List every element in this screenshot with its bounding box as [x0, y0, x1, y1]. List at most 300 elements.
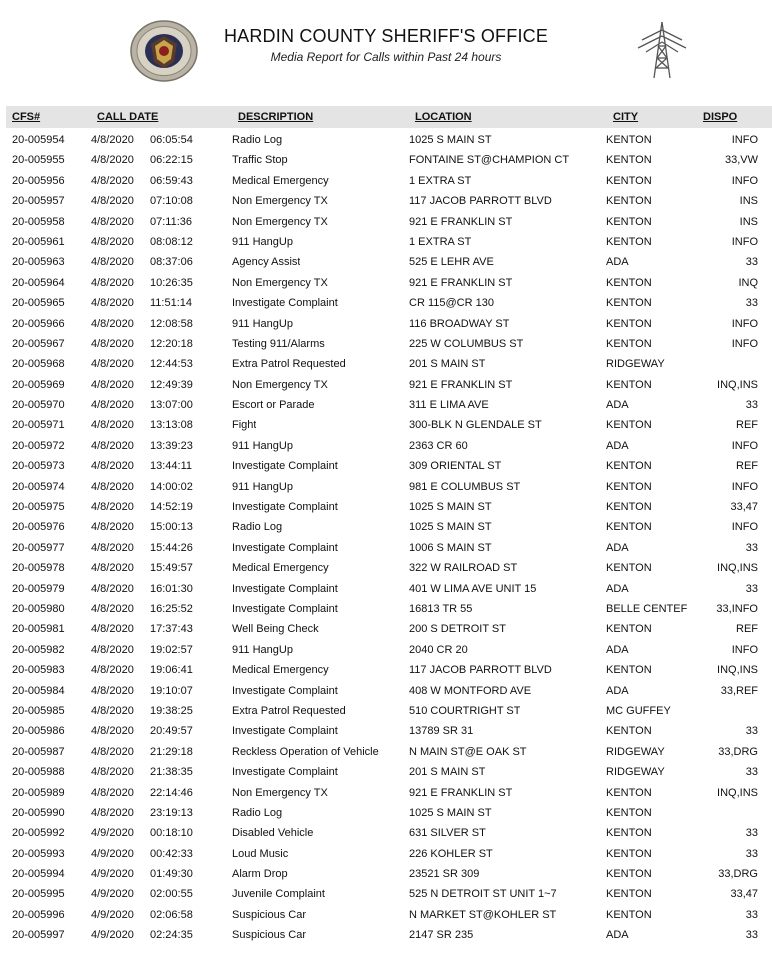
- cell-call-time: 13:39:23: [150, 439, 193, 452]
- cell-location: 921 E FRANKLIN ST: [409, 276, 513, 289]
- report-title: HARDIN COUNTY SHERIFF'S OFFICE: [223, 26, 549, 46]
- table-row: [0, 721, 772, 741]
- cell-description: Investigate Complaint: [232, 766, 338, 779]
- cell-location: 2040 CR 20: [409, 643, 468, 656]
- cell-call-date: 4/8/2020: [91, 174, 134, 187]
- cell-dispo: REF: [736, 419, 758, 432]
- cell-cfs: 20-005987: [12, 745, 65, 758]
- cell-location: 631 SILVER ST: [409, 827, 486, 840]
- cell-dispo: INFO: [731, 235, 758, 248]
- table-row: [0, 436, 772, 456]
- cell-call-date: 4/9/2020: [91, 929, 134, 942]
- cell-call-time: 13:44:11: [150, 460, 193, 473]
- cell-call-time: 00:18:10: [150, 827, 193, 840]
- cell-description: Fight: [232, 419, 257, 432]
- cell-city: KENTON: [606, 154, 652, 167]
- cell-location: 2147 SR 235: [409, 929, 474, 942]
- table-header: [6, 106, 772, 128]
- cell-dispo: 33: [745, 908, 758, 921]
- table-row: [0, 334, 772, 354]
- cell-location: 117 JACOB PARROTT BLVD: [409, 195, 552, 208]
- cell-cfs: 20-005983: [12, 664, 65, 677]
- cell-dispo: INQ,INS: [717, 664, 758, 677]
- table-row: [0, 252, 772, 272]
- cell-city: KENTON: [606, 297, 652, 310]
- cell-description: 911 HangUp: [232, 235, 293, 248]
- cell-description: Suspicious Car: [232, 908, 306, 921]
- cell-city: MC GUFFEY: [606, 704, 671, 717]
- cell-cfs: 20-005976: [12, 521, 65, 534]
- table-row: [0, 375, 772, 395]
- cell-call-time: 19:02:57: [150, 643, 193, 656]
- cell-dispo: 33,47: [730, 501, 758, 514]
- cell-location: 921 E FRANKLIN ST: [409, 215, 513, 228]
- cell-call-date: 4/8/2020: [91, 806, 134, 819]
- table-row: [0, 497, 772, 517]
- cell-cfs: 20-005980: [12, 602, 65, 615]
- cell-city: KENTON: [606, 888, 652, 901]
- cell-city: KENTON: [606, 195, 652, 208]
- cell-location: 225 W COLUMBUS ST: [409, 337, 524, 350]
- cell-call-time: 19:38:25: [150, 704, 193, 717]
- cell-cfs: 20-005996: [12, 908, 65, 921]
- cell-call-date: 4/8/2020: [91, 623, 134, 636]
- cell-call-date: 4/8/2020: [91, 317, 134, 330]
- cell-description: 911 HangUp: [232, 480, 293, 493]
- cell-description: Testing 911/Alarms: [232, 337, 325, 350]
- cell-location: 200 S DETROIT ST: [409, 623, 506, 636]
- cell-dispo: 33: [745, 297, 758, 310]
- cell-cfs: 20-005955: [12, 154, 65, 167]
- cell-city: KENTON: [606, 664, 652, 677]
- cell-location: 921 E FRANKLIN ST: [409, 378, 513, 391]
- cell-dispo: INFO: [731, 134, 758, 146]
- cell-dispo: REF: [736, 623, 758, 636]
- cell-description: 911 HangUp: [232, 643, 293, 656]
- cell-city: ADA: [606, 439, 629, 452]
- cell-description: Investigate Complaint: [232, 602, 338, 615]
- cell-call-date: 4/8/2020: [91, 602, 134, 615]
- table-row: [0, 823, 772, 843]
- table-row: [0, 232, 772, 252]
- cell-call-date: 4/8/2020: [91, 684, 134, 697]
- cell-call-date: 4/8/2020: [91, 501, 134, 514]
- cell-call-time: 08:08:12: [150, 235, 193, 248]
- cell-call-date: 4/8/2020: [91, 276, 134, 289]
- cell-call-date: 4/8/2020: [91, 786, 134, 799]
- cell-description: Well Being Check: [232, 623, 319, 636]
- cell-cfs: 20-005981: [12, 623, 65, 636]
- cell-dispo: REF: [736, 460, 758, 473]
- cell-description: Non Emergency TX: [232, 786, 328, 799]
- table-row: [0, 171, 772, 191]
- cell-call-date: 4/8/2020: [91, 480, 134, 493]
- cell-dispo: 33: [745, 256, 758, 269]
- cell-cfs: 20-005977: [12, 541, 65, 554]
- cell-location: 1025 S MAIN ST: [409, 806, 492, 819]
- cell-cfs: 20-005974: [12, 480, 65, 493]
- cell-cfs: 20-005984: [12, 684, 65, 697]
- column-header-city: CITY: [613, 111, 639, 123]
- cell-location: 408 W MONTFORD AVE: [409, 684, 532, 697]
- cell-call-time: 12:08:58: [150, 317, 193, 330]
- cell-cfs: 20-005973: [12, 460, 65, 473]
- cell-cfs: 20-005979: [12, 582, 65, 595]
- cell-call-time: 12:20:18: [150, 337, 193, 350]
- cell-city: ADA: [606, 643, 629, 656]
- cell-call-time: 02:06:58: [150, 908, 193, 921]
- cell-description: Reckless Operation of Vehicle: [232, 745, 379, 758]
- cell-dispo: 33: [745, 582, 758, 595]
- cell-city: KENTON: [606, 847, 652, 860]
- cell-description: Non Emergency TX: [232, 215, 328, 228]
- cell-cfs: 20-005964: [12, 276, 65, 289]
- cell-call-time: 23:19:13: [150, 806, 193, 819]
- cell-cfs: 20-005954: [12, 134, 65, 146]
- cell-cfs: 20-005958: [12, 215, 65, 228]
- cell-description: Non Emergency TX: [232, 276, 328, 289]
- cell-location: 1025 S MAIN ST: [409, 134, 492, 146]
- cell-call-time: 19:10:07: [150, 684, 193, 697]
- cell-call-date: 4/9/2020: [91, 868, 134, 881]
- cell-call-date: 4/9/2020: [91, 847, 134, 860]
- cell-city: KENTON: [606, 378, 652, 391]
- table-row: [0, 477, 772, 497]
- cell-location: 201 S MAIN ST: [409, 766, 486, 779]
- cell-call-date: 4/8/2020: [91, 235, 134, 248]
- cell-cfs: 20-005969: [12, 378, 65, 391]
- report-header: [0, 0, 772, 100]
- cell-cfs: 20-005961: [12, 235, 65, 248]
- cell-city: RIDGEWAY: [606, 766, 665, 779]
- cell-call-date: 4/8/2020: [91, 358, 134, 371]
- cell-dispo: INFO: [731, 480, 758, 493]
- cell-location: 401 W LIMA AVE UNIT 15: [409, 582, 537, 595]
- cell-cfs: 20-005988: [12, 766, 65, 779]
- cell-cfs: 20-005971: [12, 419, 65, 432]
- cell-city: KENTON: [606, 725, 652, 738]
- cell-description: Suspicious Car: [232, 929, 306, 942]
- cell-call-time: 01:49:30: [150, 868, 193, 881]
- cell-description: Traffic Stop: [232, 154, 288, 167]
- cell-description: Investigate Complaint: [232, 541, 338, 554]
- cell-call-date: 4/9/2020: [91, 908, 134, 921]
- table-row: [0, 660, 772, 680]
- cell-city: KENTON: [606, 562, 652, 575]
- cell-city: KENTON: [606, 276, 652, 289]
- cell-cfs: 20-005993: [12, 847, 65, 860]
- cell-location: 525 E LEHR AVE: [409, 256, 494, 269]
- cell-description: Alarm Drop: [232, 868, 288, 881]
- table-row: [0, 925, 772, 945]
- cell-dispo: 33: [745, 847, 758, 860]
- cell-location: N MAIN ST@E OAK ST: [409, 745, 527, 758]
- cell-cfs: 20-005956: [12, 174, 65, 187]
- cell-call-date: 4/8/2020: [91, 562, 134, 575]
- cell-city: KENTON: [606, 521, 652, 534]
- cell-dispo: INFO: [731, 439, 758, 452]
- cell-cfs: 20-005994: [12, 868, 65, 881]
- cell-description: Investigate Complaint: [232, 725, 338, 738]
- cell-dispo: 33,INFO: [716, 602, 758, 615]
- cell-city: ADA: [606, 929, 629, 942]
- table-row: [0, 517, 772, 537]
- cell-city: KENTON: [606, 419, 652, 432]
- cell-dispo: 33: [745, 541, 758, 554]
- cell-cfs: 20-005982: [12, 643, 65, 656]
- cell-dispo: 33,DRG: [718, 868, 758, 881]
- cell-location: 309 ORIENTAL ST: [409, 460, 502, 473]
- cell-location: 300-BLK N GLENDALE ST: [409, 419, 542, 432]
- cell-call-time: 02:00:55: [150, 888, 193, 901]
- cell-location: 13789 SR 31: [409, 725, 474, 738]
- cell-cfs: 20-005978: [12, 562, 65, 575]
- cell-call-date: 4/8/2020: [91, 643, 134, 656]
- cell-city: BELLE CENTEF: [606, 602, 688, 615]
- cell-location: CR 115@CR 130: [409, 297, 494, 310]
- cell-location: 1 EXTRA ST: [409, 235, 472, 248]
- cell-city: KENTON: [606, 908, 652, 921]
- cell-call-time: 06:22:15: [150, 154, 193, 167]
- cell-description: Non Emergency TX: [232, 195, 328, 208]
- cell-dispo: INQ,INS: [717, 786, 758, 799]
- calls-table-body: [0, 130, 772, 946]
- cell-city: KENTON: [606, 460, 652, 473]
- cell-location: 23521 SR 309: [409, 868, 480, 881]
- cell-call-time: 14:52:19: [150, 501, 193, 514]
- cell-cfs: 20-005995: [12, 888, 65, 901]
- cell-description: Radio Log: [232, 521, 283, 534]
- cell-dispo: 33,VW: [724, 154, 758, 167]
- table-row: [0, 864, 772, 884]
- cell-location: 1006 S MAIN ST: [409, 541, 492, 554]
- cell-dispo: INS: [739, 195, 758, 208]
- cell-description: Investigate Complaint: [232, 501, 338, 514]
- cell-city: KENTON: [606, 623, 652, 636]
- cell-dispo: INFO: [731, 174, 758, 187]
- cell-city: KENTON: [606, 786, 652, 799]
- cell-location: 981 E COLUMBUS ST: [409, 480, 521, 493]
- cell-call-time: 21:29:18: [150, 745, 193, 758]
- cell-call-date: 4/8/2020: [91, 378, 134, 391]
- table-row: [0, 130, 772, 150]
- table-row: [0, 599, 772, 619]
- cell-description: Medical Emergency: [232, 174, 329, 187]
- cell-cfs: 20-005990: [12, 806, 65, 819]
- cell-call-time: 06:59:43: [150, 174, 193, 187]
- cell-description: 911 HangUp: [232, 317, 293, 330]
- cell-location: 525 N DETROIT ST UNIT 1~7: [409, 888, 557, 901]
- cell-dispo: INQ,INS: [717, 378, 758, 391]
- table-row: [0, 742, 772, 762]
- cell-call-date: 4/8/2020: [91, 134, 134, 146]
- column-header-location: LOCATION: [415, 111, 472, 123]
- cell-description: Investigate Complaint: [232, 297, 338, 310]
- table-row: [0, 884, 772, 904]
- cell-call-date: 4/8/2020: [91, 195, 134, 208]
- table-row: [0, 640, 772, 660]
- cell-call-date: 4/8/2020: [91, 460, 134, 473]
- cell-location: 1025 S MAIN ST: [409, 521, 492, 534]
- table-row: [0, 354, 772, 374]
- table-row: [0, 762, 772, 782]
- cell-description: Investigate Complaint: [232, 582, 338, 595]
- cell-call-time: 21:38:35: [150, 766, 193, 779]
- cell-city: KENTON: [606, 868, 652, 881]
- cell-cfs: 20-005975: [12, 501, 65, 514]
- cell-call-time: 15:44:26: [150, 541, 193, 554]
- cell-cfs: 20-005963: [12, 256, 65, 269]
- column-header-description: DESCRIPTION: [238, 111, 314, 123]
- table-row: [0, 415, 772, 435]
- cell-call-time: 14:00:02: [150, 480, 193, 493]
- cell-dispo: 33,DRG: [718, 745, 758, 758]
- cell-call-date: 4/8/2020: [91, 439, 134, 452]
- cell-cfs: 20-005968: [12, 358, 65, 371]
- cell-cfs: 20-005966: [12, 317, 65, 330]
- cell-description: Radio Log: [232, 134, 283, 146]
- cell-call-date: 4/8/2020: [91, 419, 134, 432]
- cell-location: 226 KOHLER ST: [409, 847, 493, 860]
- cell-location: 116 BROADWAY ST: [409, 317, 510, 330]
- cell-description: Extra Patrol Requested: [232, 704, 346, 717]
- cell-call-date: 4/8/2020: [91, 215, 134, 228]
- cell-city: KENTON: [606, 337, 652, 350]
- cell-call-time: 19:06:41: [150, 664, 193, 677]
- cell-city: ADA: [606, 399, 629, 412]
- cell-dispo: 33: [745, 399, 758, 412]
- cell-cfs: 20-005965: [12, 297, 65, 310]
- cell-description: Radio Log: [232, 806, 283, 819]
- table-row: [0, 905, 772, 925]
- cell-call-date: 4/8/2020: [91, 521, 134, 534]
- cell-location: 16813 TR 55: [409, 602, 473, 615]
- cell-call-time: 13:13:08: [150, 419, 193, 432]
- cell-city: KENTON: [606, 480, 652, 493]
- table-row: [0, 191, 772, 211]
- table-row: [0, 803, 772, 823]
- cell-cfs: 20-005970: [12, 399, 65, 412]
- cell-call-date: 4/8/2020: [91, 337, 134, 350]
- column-header-cfs: CFS#: [12, 111, 41, 123]
- cell-call-time: 20:49:57: [150, 725, 193, 738]
- cell-dispo: 33: [745, 827, 758, 840]
- cell-location: 311 E LIMA AVE: [409, 399, 489, 412]
- cell-location: 510 COURTRIGHT ST: [409, 704, 521, 717]
- cell-dispo: INQ: [738, 276, 758, 289]
- cell-call-time: 02:24:35: [150, 929, 193, 942]
- table-row: [0, 395, 772, 415]
- cell-location: 2363 CR 60: [409, 439, 468, 452]
- cell-description: Medical Emergency: [232, 562, 329, 575]
- cell-city: ADA: [606, 684, 629, 697]
- cell-call-time: 22:14:46: [150, 786, 193, 799]
- cell-city: RIDGEWAY: [606, 358, 665, 371]
- cell-dispo: 33,REF: [720, 684, 758, 697]
- table-row: [0, 579, 772, 599]
- column-header-dispo: DISPO: [703, 111, 738, 123]
- cell-description: Loud Music: [232, 847, 289, 860]
- cell-city: KENTON: [606, 174, 652, 187]
- cell-call-date: 4/8/2020: [91, 297, 134, 310]
- cell-call-date: 4/8/2020: [91, 541, 134, 554]
- cell-call-time: 12:49:39: [150, 378, 193, 391]
- cell-call-time: 15:00:13: [150, 521, 193, 534]
- cell-city: KENTON: [606, 317, 652, 330]
- table-row: [0, 456, 772, 476]
- cell-location: 201 S MAIN ST: [409, 358, 486, 371]
- cell-dispo: INFO: [731, 317, 758, 330]
- cell-description: Escort or Parade: [232, 399, 315, 412]
- cell-city: KENTON: [606, 806, 652, 819]
- cell-city: KENTON: [606, 215, 652, 228]
- table-row: [0, 273, 772, 293]
- cell-description: 911 HangUp: [232, 439, 293, 452]
- table-row: [0, 783, 772, 803]
- cell-description: Medical Emergency: [232, 664, 329, 677]
- cell-cfs: 20-005985: [12, 704, 65, 717]
- cell-dispo: 33: [745, 725, 758, 738]
- cell-dispo: INFO: [731, 521, 758, 534]
- cell-description: Disabled Vehicle: [232, 827, 314, 840]
- cell-description: Investigate Complaint: [232, 684, 338, 697]
- cell-dispo: INFO: [731, 643, 758, 656]
- cell-call-time: 17:37:43: [150, 623, 193, 636]
- cell-description: Investigate Complaint: [232, 460, 338, 473]
- column-header-call-date: CALL DATE: [97, 111, 159, 123]
- cell-call-time: 00:42:33: [150, 847, 193, 860]
- cell-call-date: 4/8/2020: [91, 399, 134, 412]
- cell-call-date: 4/9/2020: [91, 827, 134, 840]
- table-row: [0, 314, 772, 334]
- cell-city: RIDGEWAY: [606, 745, 665, 758]
- cell-location: 117 JACOB PARROTT BLVD: [409, 664, 552, 677]
- cell-city: KENTON: [606, 501, 652, 514]
- cell-call-time: 07:10:08: [150, 195, 193, 208]
- cell-city: ADA: [606, 541, 629, 554]
- cell-call-date: 4/8/2020: [91, 154, 134, 167]
- cell-call-date: 4/9/2020: [91, 888, 134, 901]
- cell-call-time: 12:44:53: [150, 358, 193, 371]
- cell-dispo: INQ,INS: [717, 562, 758, 575]
- table-row: [0, 558, 772, 578]
- cell-city: KENTON: [606, 827, 652, 840]
- cell-cfs: 20-005989: [12, 786, 65, 799]
- cell-call-time: 08:37:06: [150, 256, 193, 269]
- table-row: [0, 844, 772, 864]
- table-row: [0, 150, 772, 170]
- cell-call-date: 4/8/2020: [91, 582, 134, 595]
- cell-location: 322 W RAILROAD ST: [409, 562, 518, 575]
- table-row: [0, 212, 772, 232]
- cell-dispo: 33: [745, 929, 758, 942]
- cell-cfs: 20-005957: [12, 195, 65, 208]
- cell-dispo: 33: [745, 766, 758, 779]
- cell-call-time: 15:49:57: [150, 562, 193, 575]
- cell-description: Agency Assist: [232, 256, 301, 269]
- cell-location: N MARKET ST@KOHLER ST: [409, 908, 557, 921]
- cell-dispo: INFO: [731, 337, 758, 350]
- cell-cfs: 20-005992: [12, 827, 65, 840]
- cell-cfs: 20-005972: [12, 439, 65, 452]
- cell-call-time: 13:07:00: [150, 399, 193, 412]
- cell-call-date: 4/8/2020: [91, 725, 134, 738]
- cell-city: KENTON: [606, 235, 652, 248]
- cell-location: 1025 S MAIN ST: [409, 501, 492, 514]
- report-subtitle: Media Report for Calls within Past 24 hours: [270, 50, 502, 64]
- cell-call-time: 16:01:30: [150, 582, 193, 595]
- cell-cfs: 20-005967: [12, 337, 65, 350]
